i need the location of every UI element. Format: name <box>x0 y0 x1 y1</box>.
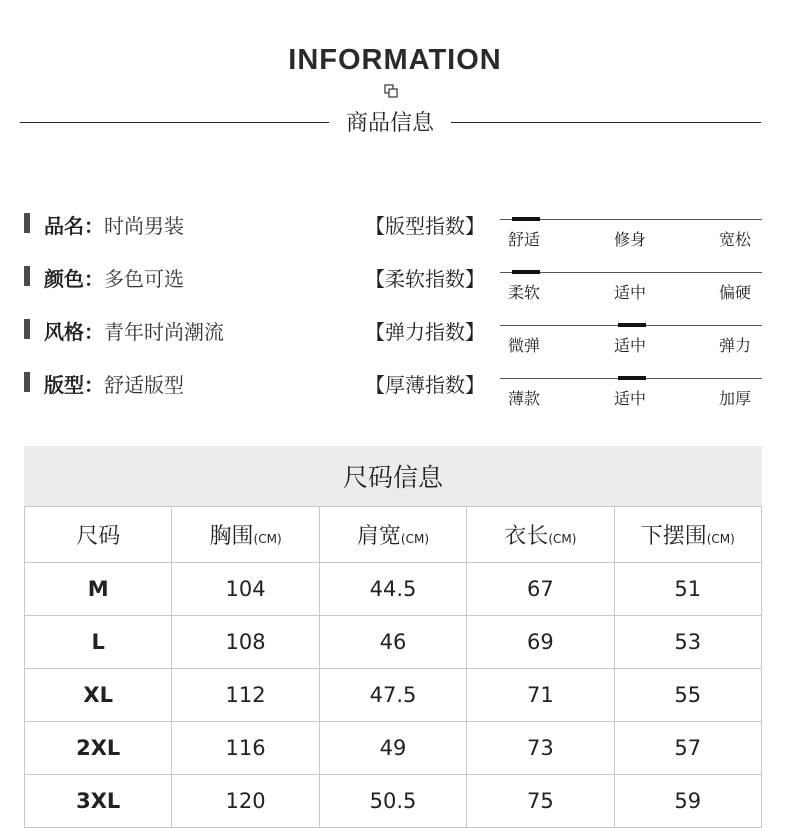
index-option: 适中 <box>614 283 647 302</box>
index-label-softness: 【柔软指数】 <box>365 267 485 291</box>
index-option: 适中 <box>614 389 647 408</box>
info-value: 舒适版型 <box>104 373 184 397</box>
info-item-name <box>44 210 184 239</box>
divider-left <box>20 122 329 123</box>
table-cell: 51 <box>614 563 761 616</box>
table-cell: 50.5 <box>319 775 466 828</box>
index-option: 偏硬 <box>719 283 752 302</box>
column-label: 肩宽 <box>356 524 401 549</box>
index-option: 宽松 <box>719 230 752 249</box>
info-marker <box>24 266 30 286</box>
info-item-color <box>44 263 184 292</box>
index-option: 弹力 <box>719 336 752 355</box>
table-cell: 108 <box>172 616 319 669</box>
size-cell: L <box>25 616 172 669</box>
table-row <box>25 563 762 616</box>
column-label: 胸围 <box>209 524 254 549</box>
index-option: 薄款 <box>508 389 541 408</box>
table-cell: 116 <box>172 722 319 775</box>
column-label: 下摆围 <box>640 524 707 549</box>
table-cell: 73 <box>467 722 614 775</box>
table-cell: 69 <box>467 616 614 669</box>
index-option: 修身 <box>614 230 647 249</box>
size-table-title: 尺码信息 <box>342 463 443 492</box>
info-item-fit <box>44 369 184 398</box>
info-key: 品名： <box>44 214 104 238</box>
table-cell: 67 <box>467 563 614 616</box>
table-cell: 49 <box>319 722 466 775</box>
column-unit: (CM) <box>548 532 577 546</box>
column-header <box>467 507 614 563</box>
table-cell: 75 <box>467 775 614 828</box>
table-cell: 55 <box>614 669 761 722</box>
table-cell: 44.5 <box>319 563 466 616</box>
column-label: 衣长 <box>504 524 549 549</box>
table-row <box>25 669 762 722</box>
table-row <box>25 616 762 669</box>
index-option: 微弹 <box>508 336 541 355</box>
size-cell: M <box>25 563 172 616</box>
table-cell: 120 <box>172 775 319 828</box>
index-option: 舒适 <box>508 230 541 249</box>
index-marker <box>618 376 646 380</box>
index-label-elasticity: 【弹力指数】 <box>365 320 485 344</box>
index-marker <box>618 323 646 327</box>
column-unit: (CM) <box>400 532 430 546</box>
size-cell: 2XL <box>25 722 172 775</box>
table-row <box>25 722 762 775</box>
size-cell: XL <box>25 669 172 722</box>
index-marker <box>512 270 540 274</box>
column-unit: (CM) <box>706 532 735 546</box>
index-option: 加厚 <box>719 389 752 408</box>
table-cell: 71 <box>467 669 614 722</box>
index-label-fit: 【版型指数】 <box>365 214 485 238</box>
table-cell: 46 <box>319 616 466 669</box>
table-cell: 57 <box>614 722 761 775</box>
table-cell: 59 <box>614 775 761 828</box>
index-option: 柔软 <box>508 283 541 302</box>
table-cell: 53 <box>614 616 761 669</box>
table-cell: 104 <box>172 563 319 616</box>
copy-icon <box>384 84 398 98</box>
info-key: 颜色： <box>44 267 104 291</box>
size-cell: 3XL <box>25 775 172 828</box>
column-header <box>319 507 466 563</box>
section-subtitle: 商品信息 <box>345 111 434 136</box>
info-marker <box>24 372 30 392</box>
info-value: 多色可选 <box>104 267 184 291</box>
info-key: 版型： <box>44 373 104 397</box>
page-title: INFORMATION <box>288 44 502 76</box>
column-header <box>25 507 172 563</box>
index-marker <box>512 217 540 221</box>
index-label-thickness: 【厚薄指数】 <box>365 373 485 397</box>
divider-right <box>451 122 761 123</box>
column-header <box>172 507 319 563</box>
table-cell: 112 <box>172 669 319 722</box>
column-header <box>614 507 761 563</box>
info-key: 风格： <box>44 320 104 344</box>
column-unit: (CM) <box>253 532 282 546</box>
index-option: 适中 <box>614 336 647 355</box>
table-cell: 47.5 <box>319 669 466 722</box>
table-header-row <box>25 507 762 563</box>
column-label: 尺码 <box>76 524 121 549</box>
info-marker <box>24 213 30 233</box>
info-value: 时尚男装 <box>104 214 184 238</box>
info-value: 青年时尚潮流 <box>104 320 224 344</box>
table-row <box>25 775 762 828</box>
size-table <box>24 506 762 828</box>
info-item-style <box>44 316 224 345</box>
info-marker <box>24 319 30 339</box>
